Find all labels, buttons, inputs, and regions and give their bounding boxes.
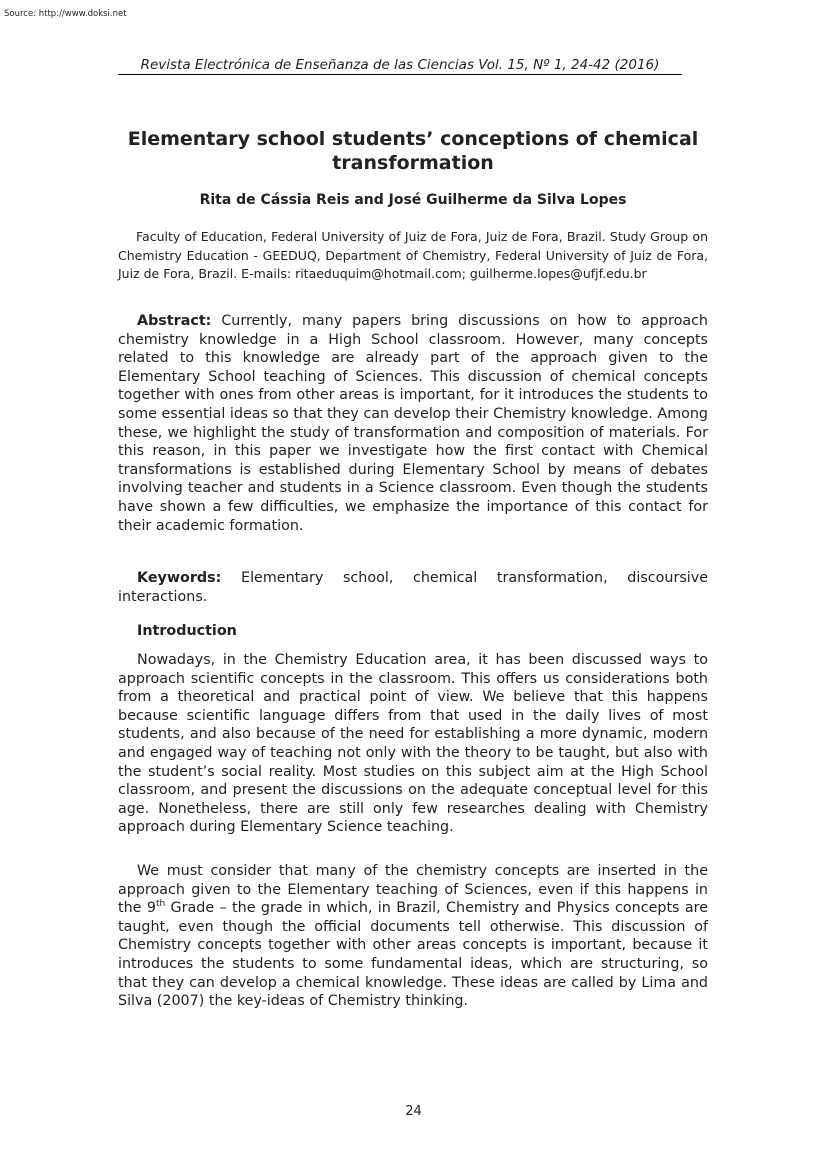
abstract-label: Abstract: — [137, 313, 212, 329]
journal-header: Revista Electrónica de Enseñanza de las Ciencias Vol. 15, Nº 1, 24-42 (2016) — [118, 56, 682, 75]
abstract — [118, 312, 708, 535]
abstract-text: Currently, many papers bring discussions on how to approach chemistry knowledge in a High School classroom. However, many concepts related to this knowledge are already part of the approach given to the Elementary School teaching of Sciences. This discussion of chemical concepts together with ones from other areas is important, for it introduces the students to some essential ideas so that they can develop their Chemistry knowledge. Among these, we highlight the study of transformation and composition of materials. For this reason, in this paper we investigate how the first contact with Chemical transformations is established during Elementary School by means of debates involving teacher and students in a Science classroom. Even though the students have shown a few difficulties, we emphasize the importance of this contact for their academic formation. — [118, 313, 708, 534]
keywords-text: Elementary school, chemical transformation, discoursive interactions. — [118, 570, 709, 605]
page-number: 24 — [405, 1104, 422, 1119]
intro-paragraph-2-part-b: Grade – the grade in which, in Brazil, Chemistry and Physics concepts are taught, even though the official documents tell otherwise. This discussion of Chemistry concepts together with other areas concepts is important, because it introduces the students to some fundamental ideas, which are structuring, so that they can develop a chemical knowledge. These ideas are called by Lima and Silva (2007) the key-ideas of Chemistry thinking. — [118, 900, 708, 1010]
section-heading-introduction: Introduction — [137, 623, 237, 639]
affiliation-text: Faculty of Education, Federal University of Juiz de Fora, Juiz de Fora, Brazil. Study Group on Chemistry Education - GEEDUQ, Department of Chemistry, Federal University of Juiz de Fora, Juiz de Fora, Brazil. E-mails: ritaeduquim@hotmail.com; guilherme.lopes@ufjf.edu.br — [118, 229, 708, 281]
intro-paragraph-1: Nowadays, in the Chemistry Education area, it has been discussed ways to approach scientific concepts in the classroom. This offers us considerations both from a theoretical and practical point of view. We believe that this happens because scientific language differs from that used in the daily lives of most students, and also because of the need for establishing a more dynamic, modern and engaged way of teaching not only with the theory to be taught, but also with the student’s social reality. Most studies on this subject aim at the High School classroom, and present the discussions on the adequate conceptual level for this age. Nonetheless, there are still only few researches dealing with Chemistry approach during Elementary Science teaching. — [118, 652, 708, 836]
intro-paragraph-2 — [118, 862, 708, 1011]
affiliation — [118, 228, 708, 284]
keywords-label: Keywords: — [137, 570, 222, 586]
source-note: Source: http://www.doksi.net — [4, 9, 127, 19]
ordinal-superscript: th — [155, 899, 166, 910]
paper-title: Elementary school students’ conceptions of chemical transformation — [127, 128, 699, 174]
authors: Rita de Cássia Reis and José Guilherme da Silva Lopes — [199, 192, 627, 208]
intro-paragraph-2-part-a: We must consider that many of the chemistry concepts are inserted in the approach given to the Elementary teaching of Sciences, even if this happens in the 9 — [118, 863, 708, 917]
keywords — [118, 569, 708, 606]
